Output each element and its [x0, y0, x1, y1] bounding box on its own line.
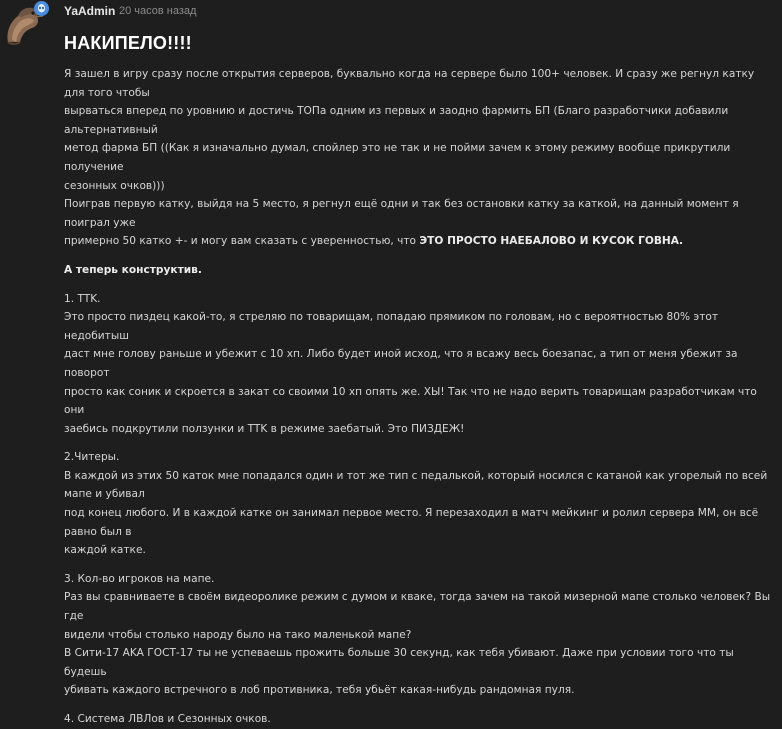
- cheaters-line: каждой катке.: [64, 544, 146, 557]
- list-item-players: 3. Кол-во игроков на мапе.: [64, 572, 215, 585]
- post-timestamp[interactable]: 20 часов назад: [119, 5, 197, 17]
- ttk-line: даст мне голову раньше и убежит с 10 хп. Либо будет иной исход, что я всажу весь боезапас, а тип от меня убежит за поворот: [64, 348, 738, 379]
- list-item-system: 4. Система ЛВЛов и Сезонных очков.: [64, 713, 271, 725]
- players-line: В Сити-17 AKA ГОСТ-17 ты не успеваешь прожить больше 30 секунд, как тебя убивают. Даже при условии того что ты будешь: [64, 647, 734, 678]
- list-item-ttk: 1. TTK.: [64, 292, 101, 305]
- players-line: Раз вы сравниваете в своём видеоролике режим с думом и кваке, тогда зачем на такой мизерной мапе столько человек? Вы где: [64, 591, 771, 623]
- intro-line: метод фарма БП ((Как я изначально думал, спойлер это не так и не пойми зачем к этому режиму вообще прикрутили получение: [64, 142, 731, 173]
- ttk-line: просто как соник и скроется в закат со своими 10 хп опять же. ХЫ! Так что не надо верить товарищам разработчикам что они: [64, 385, 757, 417]
- post-body: [64, 65, 776, 729]
- intro-line: вырваться вперед по уровнию и достичь ТОПа одним из первых и заодно фармить БП (Благо разработчики добавили альтернативный: [64, 105, 729, 136]
- alien-badge-icon: [34, 1, 49, 16]
- players-line: видели чтобы столько народу было на тако маленькой мапе?: [64, 628, 412, 641]
- intro-line: [64, 232, 776, 251]
- players-line: убивать каждого встречного в лоб противника, тебя убьёт какая-нибудь рандомная пуля.: [64, 684, 575, 697]
- intro-line: сезонных очков))): [64, 179, 165, 192]
- post-title: НАКИПЕЛО!!!!: [64, 33, 192, 53]
- list-item-cheaters: 2.Читеры.: [64, 451, 120, 464]
- ttk-line: Это просто пиздец какой-то, я стреляю по товарищам, попадаю прямиком по головам, но с вероятностью 80% этот недобитыш: [64, 311, 719, 342]
- intro-last-text: примерно 50 катко +- и могу вам сказать с уверенностью, что: [64, 235, 420, 248]
- cheaters-line: под конец любого. И в каждой катке он занимал первое место. Я перезаходил в матч мейкинг и ролил сервера ММ, он всё равно был в: [64, 507, 759, 538]
- intro-line: Я зашел в игру сразу после открытия серверов, буквально когда на сервере было 100+ человек. И сразу же регнул катку для того чтобы: [64, 68, 755, 99]
- username-link[interactable]: YaAdmin: [64, 4, 116, 18]
- constructive-heading: А теперь конструктив.: [64, 263, 202, 276]
- ttk-line: заебись подкрутили ползунки и TTK в режиме заебатый. Это ПИЗДЕЖ!: [64, 422, 465, 435]
- intro-line: Поиграв первую катку, выйдя на 5 место, я регнул ещё одни и так без остановки катку за каткой, на данный момент я поиграл уже: [64, 198, 739, 229]
- cheaters-line: В каждой из этих 50 каток мне попадался один и тот же тип с педалькой, который носился с катаной как угорелый по всей мапе и убивал: [64, 469, 768, 501]
- intro-bold-statement: ЭТО ПРОСТО НАЕБАЛОВО И КУСОК ГОВНА.: [419, 235, 683, 248]
